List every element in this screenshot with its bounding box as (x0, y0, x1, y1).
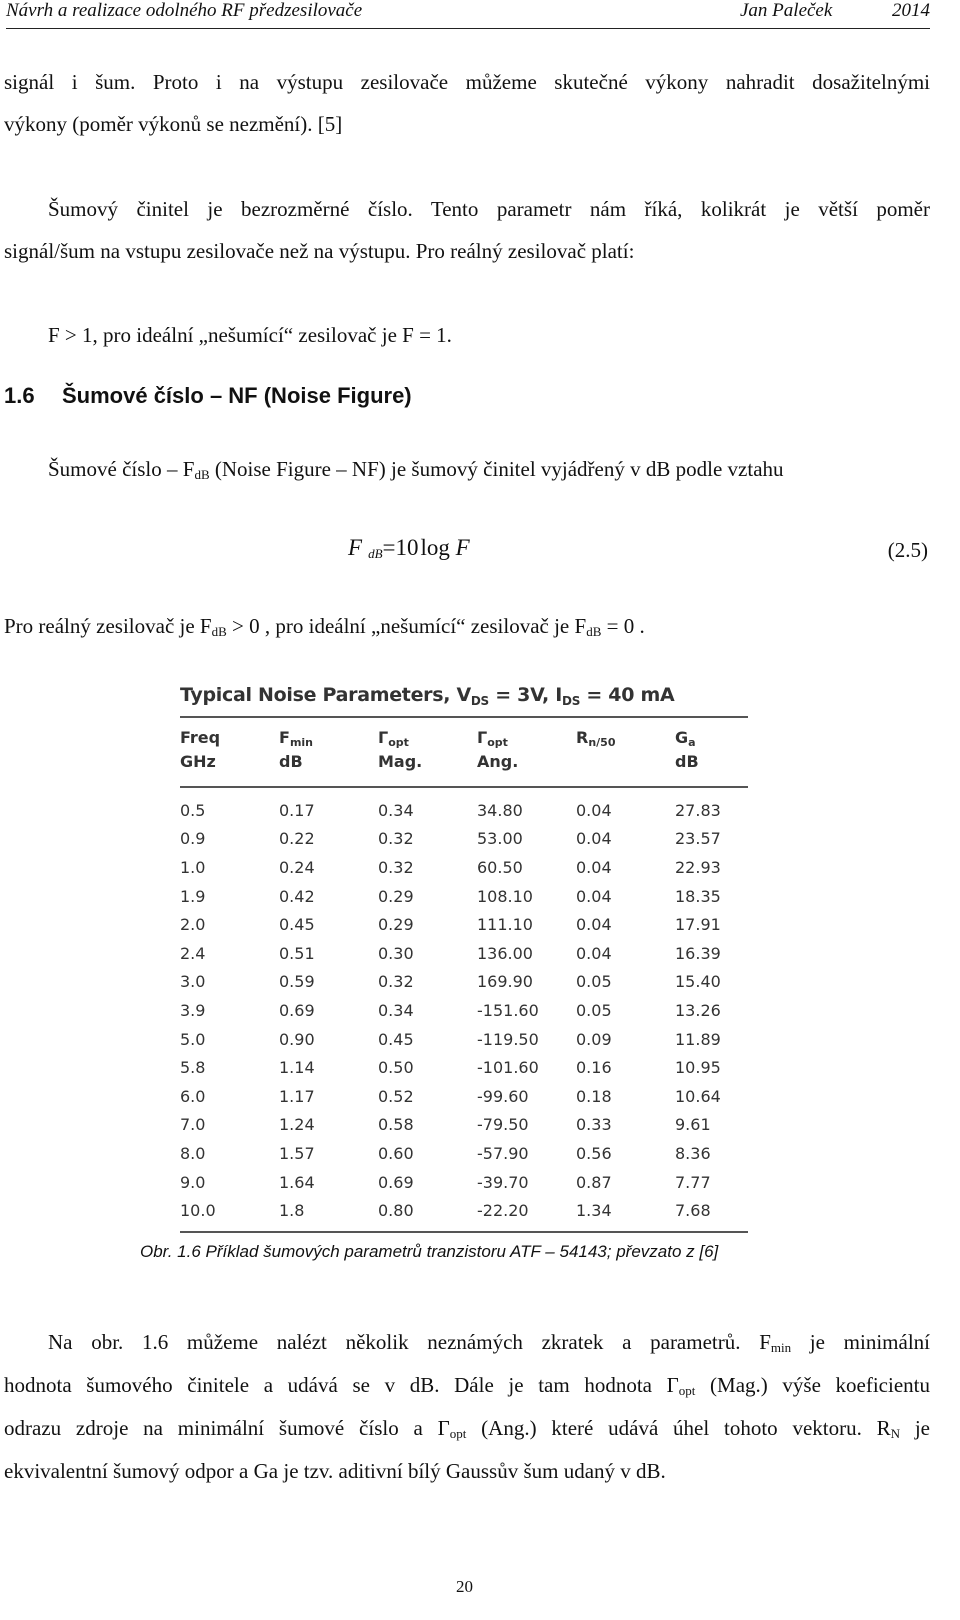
table-cell: 1.64 (279, 1172, 315, 1192)
table-cell: -101.60 (477, 1058, 539, 1078)
table-cell: 3.9 (180, 1000, 206, 1020)
table-cell: 0.22 (279, 829, 315, 849)
table-cell: 9.0 (180, 1172, 206, 1192)
table-row (180, 1168, 748, 1197)
table-cell: 13.26 (675, 1000, 721, 1020)
section-heading (4, 383, 412, 409)
table-cell: 15.40 (675, 972, 721, 992)
table-cell: 1.17 (279, 1086, 315, 1106)
table-cell: 7.77 (675, 1172, 711, 1192)
table-cell: 1.24 (279, 1115, 315, 1135)
table-cell: -99.60 (477, 1086, 529, 1106)
table-cell: 0.04 (576, 915, 612, 935)
table-cell: 1.34 (576, 1201, 612, 1221)
table-cell: -39.70 (477, 1172, 529, 1192)
header-year: 2014 (892, 0, 930, 21)
table-cell: 0.58 (378, 1115, 414, 1135)
table-cell: 7.68 (675, 1201, 711, 1221)
table-cell: 0.04 (576, 943, 612, 963)
table-cell: 0.5 (180, 800, 206, 820)
table-cell: 0.33 (576, 1115, 612, 1135)
table-header-cell: $F_{min}$ dB (279, 728, 314, 771)
table-cell: 0.42 (279, 886, 315, 906)
table-row (180, 1139, 748, 1168)
table-cell: 22.93 (675, 857, 721, 877)
table-cell: 16.39 (675, 943, 721, 963)
table-cell: 0.69 (279, 1000, 315, 1020)
table-cell: 2.0 (180, 915, 206, 935)
para3: F > 1, pro ideální „nešumící“ zesilovač je F = 1. (48, 323, 452, 347)
table-cell: 5.8 (180, 1058, 206, 1078)
table-row (180, 1111, 748, 1140)
table-cell: 0.04 (576, 829, 612, 849)
table-row (180, 882, 748, 911)
table-cell: 0.05 (576, 1000, 612, 1020)
table-cell: 18.35 (675, 886, 721, 906)
table-cell: 0.05 (576, 972, 612, 992)
table-cell: 0.45 (378, 1029, 414, 1049)
table-cell: 0.52 (378, 1086, 414, 1106)
table-cell: 0.32 (378, 829, 414, 849)
page-number: 20 (456, 1577, 473, 1596)
para4: Šumové číslo – $F_{dB}$ (Noise Figure – NF) je šumový činitel vyjádřený v dB podle vztahu (48, 457, 784, 482)
table-cell: 10.64 (675, 1086, 721, 1106)
table-cell: 7.0 (180, 1115, 206, 1135)
para1-line2: výkony (poměr výkonů se nezmění). [5] (4, 112, 343, 136)
para2-line1: Šumový činitel je bezrozměrné číslo. Tento parametr nám říká, kolikrát je větší poměr (48, 197, 930, 221)
table-cell: 0.60 (378, 1143, 414, 1163)
equation: F $_{dB}$=10log F (348, 535, 470, 561)
noise-parameters-figure (180, 684, 748, 1233)
table-row (180, 996, 748, 1025)
para2-line2: signál/šum na vstupu zesilovače než na výstupu. Pro reálný zesilovač platí: (4, 239, 635, 263)
table-cell: 111.10 (477, 915, 533, 935)
table-row (180, 825, 748, 854)
table-cell: 53.00 (477, 829, 523, 849)
table-cell: 0.04 (576, 800, 612, 820)
table-cell: 0.04 (576, 886, 612, 906)
table-cell: 0.24 (279, 857, 315, 877)
table-cell: 0.59 (279, 972, 315, 992)
table-cell: 0.90 (279, 1029, 315, 1049)
table-cell: 6.0 (180, 1086, 206, 1106)
para6-line3: odrazu zdroje na minimální šumové číslo a $\Gamma_{opt}$ (Ang.) které udává úhel tohoto vektoru. $R_N$ je (4, 1416, 930, 1441)
table-cell: 3.0 (180, 972, 206, 992)
section-title: Šumové číslo – NF (Noise Figure) (62, 383, 412, 408)
table-cell: 27.83 (675, 800, 721, 820)
table-row (180, 1053, 748, 1082)
table-cell: 60.50 (477, 857, 523, 877)
table-cell: 0.45 (279, 915, 315, 935)
table-cell: 0.87 (576, 1172, 612, 1192)
table-cell: -119.50 (477, 1029, 539, 1049)
para6-line1: Na obr. 1.6 můžeme nalézt několik neznámých zkratek a parametrů. $F_{min}$ je minimální (48, 1330, 930, 1355)
table-cell: 1.14 (279, 1058, 315, 1078)
table-cell: 8.0 (180, 1143, 206, 1163)
table-cell: 11.89 (675, 1029, 721, 1049)
table-cell: 0.34 (378, 800, 414, 820)
table-cell: 10.0 (180, 1201, 216, 1221)
figure-table-header (180, 718, 748, 788)
table-cell: 0.04 (576, 857, 612, 877)
table-cell: 0.69 (378, 1172, 414, 1192)
table-row (180, 968, 748, 997)
table-cell: 169.90 (477, 972, 533, 992)
table-cell: 0.50 (378, 1058, 414, 1078)
para6-line4: ekvivalentní šumový odpor a Ga je tzv. aditivní bílý Gaussův šum udaný v dB. (4, 1459, 666, 1483)
table-cell: 0.9 (180, 829, 206, 849)
para1-line1: signál i šum. Proto i na výstupu zesilovače můžeme skutečné výkony nahradit dosažitelnými (4, 70, 930, 94)
table-cell: 0.34 (378, 1000, 414, 1020)
para6-line2: hodnota šumového činitele a udává se v dB. Dále je tam hodnota $\Gamma_{opt}$ (Mag.) výše koeficientu (4, 1373, 930, 1398)
table-row (180, 1025, 748, 1054)
table-cell: -22.20 (477, 1201, 529, 1221)
table-cell: 0.30 (378, 943, 414, 963)
table-cell: -57.90 (477, 1143, 529, 1163)
table-cell: 8.36 (675, 1143, 711, 1163)
table-header-cell: Freq GHz (180, 728, 221, 771)
table-cell: 0.29 (378, 886, 414, 906)
table-cell: 9.61 (675, 1115, 711, 1135)
table-header-cell: $R_{n/50}$ (576, 728, 616, 749)
table-header-cell: $G_a$ dB (675, 728, 699, 771)
table-cell: 0.56 (576, 1143, 612, 1163)
table-header-cell: $\Gamma_{opt}$ Ang. (477, 728, 519, 771)
running-header (6, 0, 930, 29)
table-cell: 0.32 (378, 972, 414, 992)
table-cell: 108.10 (477, 886, 533, 906)
table-row (180, 910, 748, 939)
table-cell: 0.09 (576, 1029, 612, 1049)
header-author: Jan Paleček (740, 0, 833, 21)
table-cell: 0.29 (378, 915, 414, 935)
table-header-cell: $\Gamma_{opt}$ Mag. (378, 728, 423, 771)
table-cell: 1.8 (279, 1201, 305, 1221)
table-cell: 34.80 (477, 800, 523, 820)
table-row (180, 1082, 748, 1111)
equation-number: (2.5) (887, 538, 928, 562)
figure-table-body (180, 788, 748, 1233)
table-cell: 1.0 (180, 857, 206, 877)
table-cell: 0.17 (279, 800, 315, 820)
table-cell: 5.0 (180, 1029, 206, 1049)
section-number: 1.6 (4, 383, 35, 408)
table-cell: 0.51 (279, 943, 315, 963)
table-row (180, 1196, 748, 1225)
table-row (180, 796, 748, 825)
table-cell: -79.50 (477, 1115, 529, 1135)
table-cell: 0.18 (576, 1086, 612, 1106)
figure-title: Typical Noise Parameters, $V_{DS} = 3V$, $I_{DS} = 40$ mA (180, 684, 748, 718)
table-row (180, 939, 748, 968)
table-cell: 2.4 (180, 943, 206, 963)
table-cell: 1.9 (180, 886, 206, 906)
table-cell: -151.60 (477, 1000, 539, 1020)
table-cell: 10.95 (675, 1058, 721, 1078)
figure-caption: Obr. 1.6 Příklad šumových parametrů tranzistoru ATF – 54143; převzato z [6] (140, 1242, 719, 1261)
table-cell: 0.32 (378, 857, 414, 877)
header-title: Návrh a realizace odolného RF předzesilovače (6, 0, 363, 21)
table-row (180, 853, 748, 882)
table-cell: 0.16 (576, 1058, 612, 1078)
table-cell: 23.57 (675, 829, 721, 849)
table-cell: 1.57 (279, 1143, 315, 1163)
table-cell: 136.00 (477, 943, 533, 963)
para5: Pro reálný zesilovač je $F_{dB} > 0$ , pro ideální „nešumící“ zesilovač je $F_{dB} = 0$ . (4, 614, 645, 639)
table-cell: 17.91 (675, 915, 721, 935)
table-cell: 0.80 (378, 1201, 414, 1221)
